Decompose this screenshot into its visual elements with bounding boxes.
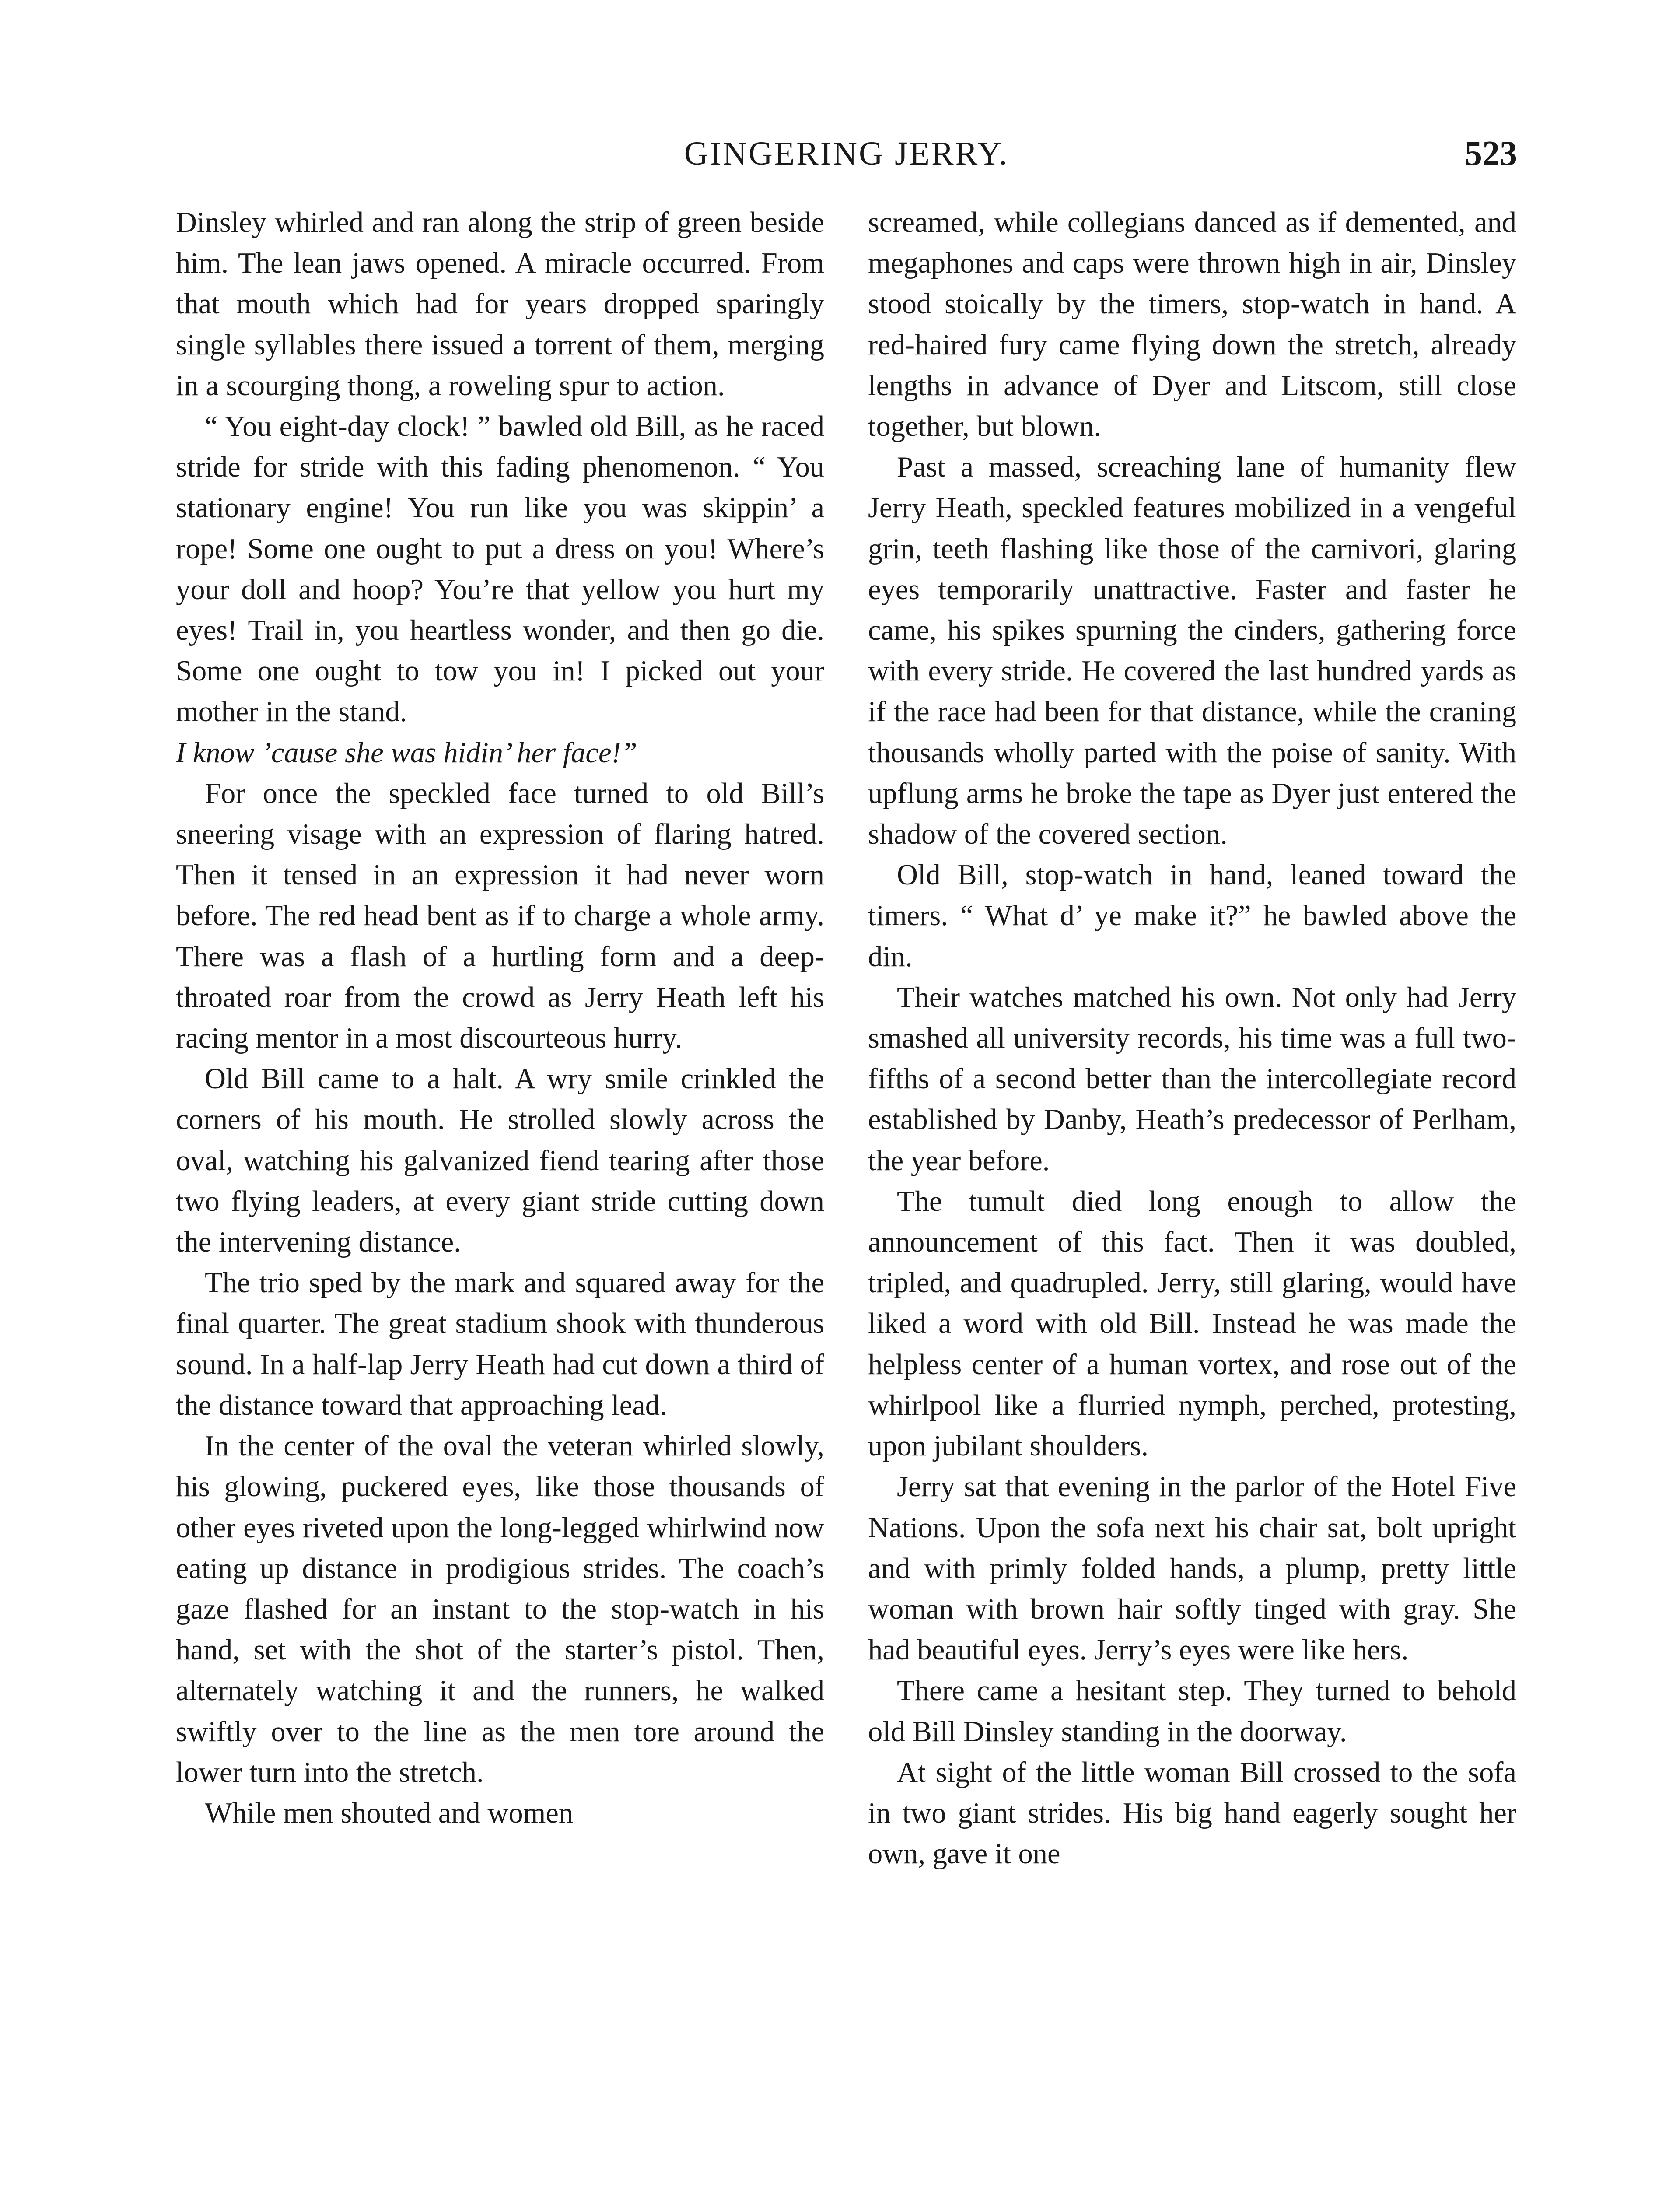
- running-title: GINGERING JERRY.: [684, 135, 1009, 172]
- left-column: [176, 202, 824, 1834]
- paragraph: Dinsley whirled and ran along the strip of green beside him. The lean jaws opened. A miracle occurred. From that mouth which had for years dropped sparingly single syllables there issued a torrent of them, merging in a scourging thong, a roweling spur to action.: [176, 207, 824, 402]
- paragraph: Old Bill came to a halt. A wry smile crinkled the corners of his mouth. He strolled slowly across the oval, watching his galvanized fiend tearing after those two flying leaders, at every giant stride cutting down the intervening distance.: [176, 1063, 824, 1259]
- paragraph: The tumult died long enough to allow the announcement of this fact. Then it was doubled, tripled, and quadrupled. Jerry, still glaring, would have liked a word with old Bill. Instead he was made the helpless center of a human vortex, and rose out of the whirlpool like a flurried nymph, perched, protesting, upon jubilant shoulders.: [868, 1185, 1516, 1462]
- paragraph: Jerry sat that evening in the parlor of the Hotel Five Nations. Upon the sofa next his chair sat, bolt upright and with primly folded hands, a plump, pretty little woman with brown hair softly tinged with gray. She had beautiful eyes. Jerry’s eyes were like hers.: [868, 1471, 1516, 1666]
- right-column: [868, 202, 1516, 1874]
- paragraph: screamed, while collegians danced as if demented, and megaphones and caps were thrown high in air, Dinsley stood stoically by the timers, stop-watch in hand. A red-haired fury came flying down the stretch, already lengths in advance of Dyer and Litscom, still close together, but blown.: [868, 207, 1516, 443]
- page-header: [176, 130, 1517, 182]
- paragraph: At sight of the little woman Bill crossed to the sofa in two giant strides. His big hand eagerly sought her own, gave it one: [868, 1756, 1516, 1870]
- paragraph: In the center of the oval the veteran whirled slowly, his glowing, puckered eyes, like those thousands of other eyes riveted upon the long-legged whirlwind now eating up distance in prodigious strides. The coach’s gaze flashed for an instant to the stop-watch in his hand, set with the shot of the starter’s pistol. Then, alternately watching it and the runners, he walked swiftly over to the line as the men tore around the lower turn into the stretch.: [176, 1430, 824, 1788]
- paragraph: The trio sped by the mark and squared away for the final quarter. The great stadium shook with thunderous sound. In a half-lap Jerry Heath had cut down a third of the distance toward that approaching lead.: [176, 1267, 824, 1421]
- paragraph: For once the speckled face turned to old Bill’s sneering visage with an expression of flaring hatred. Then it tensed in an expression it had never worn before. The red head bent as if to charge a whole army. There was a flash of a hurtling form and a deep-throated roar from the crowd as Jerry Heath left his racing mentor in a most discourteous hurry.: [176, 777, 824, 1055]
- paragraph: Past a massed, screaching lane of humanity flew Jerry Heath, speckled features mobilized in a vengeful grin, teeth flashing like those of the carnivori, glaring eyes temporarily unattractive. Faster and faster he came, his spikes spurning the cinders, gathering force with every stride. He covered the last hundred yards as if the race had been for that distance, while the craning thousands wholly parted with the poise of sanity. With upflung arms he broke the tape as Dyer just entered the shadow of the covered section.: [868, 451, 1516, 851]
- paragraph-italic-line: I know ’cause she was hidin’ her face!”: [176, 736, 637, 769]
- paragraph: While men shouted and women: [205, 1797, 574, 1829]
- paragraph: “ You eight-day clock! ” bawled old Bill, as he raced stride for stride with this fading phenomenon. “ You stationary engine! You run like you was skippin’ a rope! Some one ought to put a dress on you! Where’s your doll and hoop? You’re that yellow you hurt my eyes! Trail in, you heartless wonder, and then go die. Some one ought to tow you in! I picked out your mother in the stand.: [176, 410, 824, 728]
- page-number: 523: [1465, 134, 1517, 173]
- paragraph: Old Bill, stop-watch in hand, leaned toward the timers. “ What d’ ye make it?” he bawled above the din.: [868, 859, 1516, 973]
- paragraph: There came a hesitant step. They turned to behold old Bill Dinsley standing in the doorway.: [868, 1675, 1516, 1748]
- paragraph: Their watches matched his own. Not only had Jerry smashed all university records, his time was a full two-fifths of a second better than the intercollegiate record established by Danby, Heath’s predecessor of Perlham, the year before.: [868, 981, 1516, 1177]
